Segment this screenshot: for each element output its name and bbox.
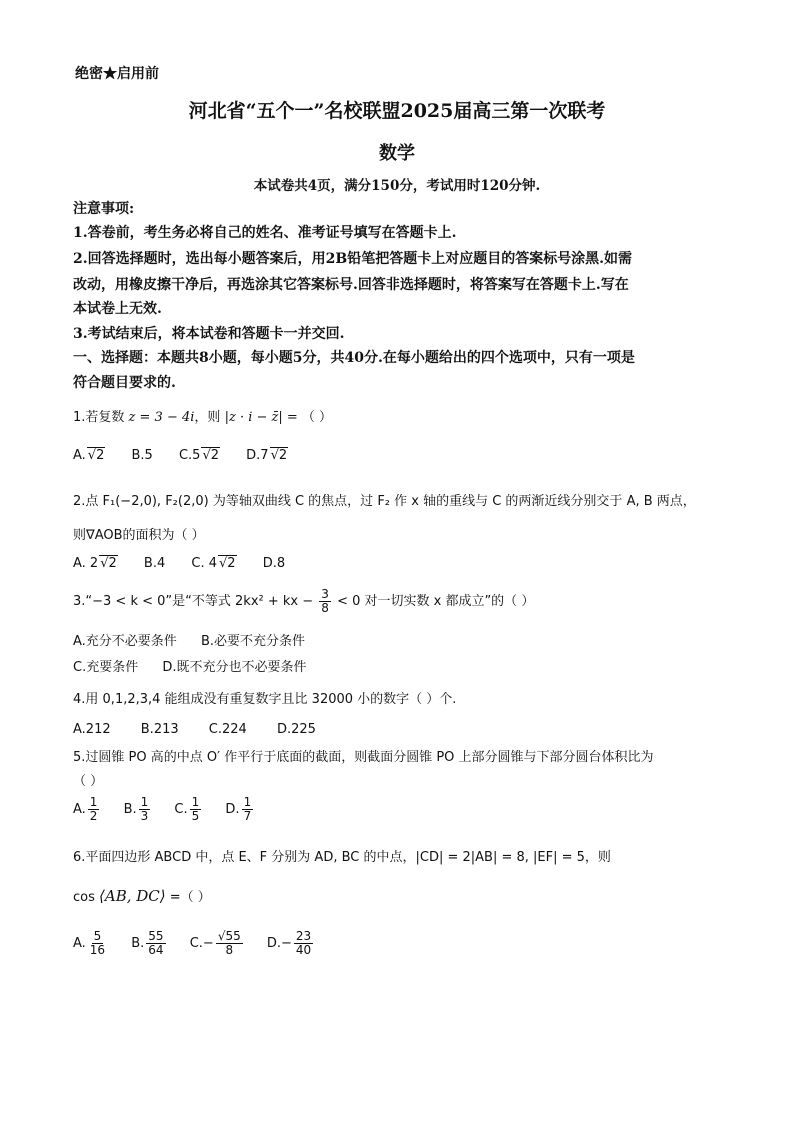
q2-option-c: C. 4 √2	[191, 556, 236, 571]
q5-option-c: C. $\frac{1}{5}$	[174, 795, 200, 824]
q3-prefix: 3.“−3 < k < 0”是“不等式 2kx² + kx −	[73, 594, 314, 610]
note-2-line-2: 改动，用橡皮擦干净后，再选涂其它答案标号.回答非选择题时，将答案写在答题卡上.写在	[73, 277, 629, 293]
q2-option-d: D.8	[262, 556, 286, 571]
q2-option-b: B.4	[143, 556, 166, 571]
q1-expression: z = 3 − 4i	[128, 410, 195, 425]
q4-option-a: A.212	[73, 722, 111, 737]
q1-mid: ，则	[194, 410, 221, 425]
question-1	[73, 406, 332, 425]
q6-option-a: A. $\frac{5}{16}$	[73, 929, 106, 958]
q5-option-d: D. $\frac{1}{7}$	[225, 795, 252, 824]
subject-title: 数学	[379, 143, 415, 164]
exam-title: 河北省“五个一”名校联盟2025届高三第一次联考	[188, 100, 606, 122]
question-3	[73, 588, 534, 615]
q5-option-b: B. $\frac{1}{3}$	[123, 795, 149, 824]
question-2-line-1: 2.点 F₁(−2,0), F₂(2,0) 为等轴双曲线 C 的焦点，过 F₂ 作 x 轴的重线与 C 的两渐近线分别交于 A, B 两点，	[73, 494, 696, 509]
q1-prefix: 1.若复数	[73, 410, 125, 425]
q3-option-b: B.必要不充分条件	[200, 634, 306, 649]
section-heading-line-1: 一、选择题：本题共8小题，每小题5分，共40分.在每小题给出的四个选项中，只有一项是	[73, 350, 635, 366]
q5-options	[73, 796, 255, 823]
exam-info: 本试卷共4页，满分150分，考试用时120分钟.	[253, 178, 541, 194]
note-1: 1.答卷前，考生务必将自己的姓名、准考证号填写在答题卡上.	[73, 225, 457, 241]
q4-option-c: C.224	[208, 722, 247, 737]
q2-option-a: A. 2 √2	[73, 556, 117, 571]
question-4: 4.用 0,1,2,3,4 能组成没有重复数字且比 32000 小的数字（ ）个.	[73, 692, 457, 707]
q6-option-d: D.− $\frac{23}{40}$	[266, 929, 312, 958]
question-6-line-2	[73, 886, 211, 905]
q6-cos: cos	[73, 890, 95, 905]
q1-options	[73, 448, 288, 463]
q6-option-b: B. $\frac{55}{64}$	[131, 929, 164, 958]
q3-options-row-2	[73, 656, 307, 675]
q1-option-d: D.7 √2	[246, 448, 288, 463]
q1-option-c: C.5 √2	[178, 448, 220, 463]
q4-option-d: D.225	[276, 722, 316, 737]
q6-vector-angle: ⟨AB, DC⟩	[99, 887, 166, 905]
confidential-label: 绝密★启用前	[75, 66, 159, 82]
q1-blank: （ ）	[301, 410, 333, 425]
question-5-line-2: （ ）	[73, 774, 104, 789]
q1-option-a: A. √2	[73, 448, 105, 463]
q1-option-b: B.5	[131, 448, 153, 463]
notes-heading: 注意事项:	[73, 201, 135, 217]
q3-option-d: D.既不充分也不必要条件	[162, 660, 307, 675]
q3-option-c: C.充要条件	[73, 660, 139, 675]
q3-suffix: < 0 对一切实数 x 都成立”的（ ）	[337, 594, 535, 610]
q4-options	[73, 722, 342, 737]
q4-option-b: B.213	[140, 722, 179, 737]
q1-expression-2: |z · i − z̄| =	[224, 410, 298, 425]
note-3: 3.考试结束后，将本试卷和答题卡一并交回.	[73, 326, 345, 342]
question-6-line-1: 6.平面四边形 ABCD 中，点 E、F 分别为 AD, BC 的中点，|CD| = 2|AB| = 8, |EF| = 5，则	[73, 850, 611, 865]
q6-option-c: C.− $\frac{√55}{8}$	[189, 929, 241, 958]
q6-blank: =（ ）	[169, 890, 211, 905]
q6-options	[73, 930, 315, 957]
note-2-line-3: 本试卷上无效.	[73, 301, 162, 317]
q3-options-row-1	[73, 630, 305, 649]
q5-option-a: A. $\frac{1}{2}$	[73, 795, 98, 824]
note-2-line-1: 2.回答选择题时，选出每小题答案后，用2B铅笔把答题卡上对应题目的答案标号涂黑.如需	[73, 251, 633, 267]
q2-options	[73, 556, 285, 571]
q3-option-a: A.充分不必要条件	[73, 634, 177, 649]
section-heading-line-2: 符合题目要求的.	[73, 375, 176, 391]
question-2-line-2: 则∇AOB的面积为（ ）	[73, 528, 205, 543]
question-5-line-1: 5.过圆锥 PO 高的中点 O′ 作平行于底面的截面，则截面分圆锥 PO 上部分圆锥与下部分圆台体积比为	[73, 750, 654, 765]
q3-fraction: $\frac{3}{8}$	[321, 587, 329, 616]
